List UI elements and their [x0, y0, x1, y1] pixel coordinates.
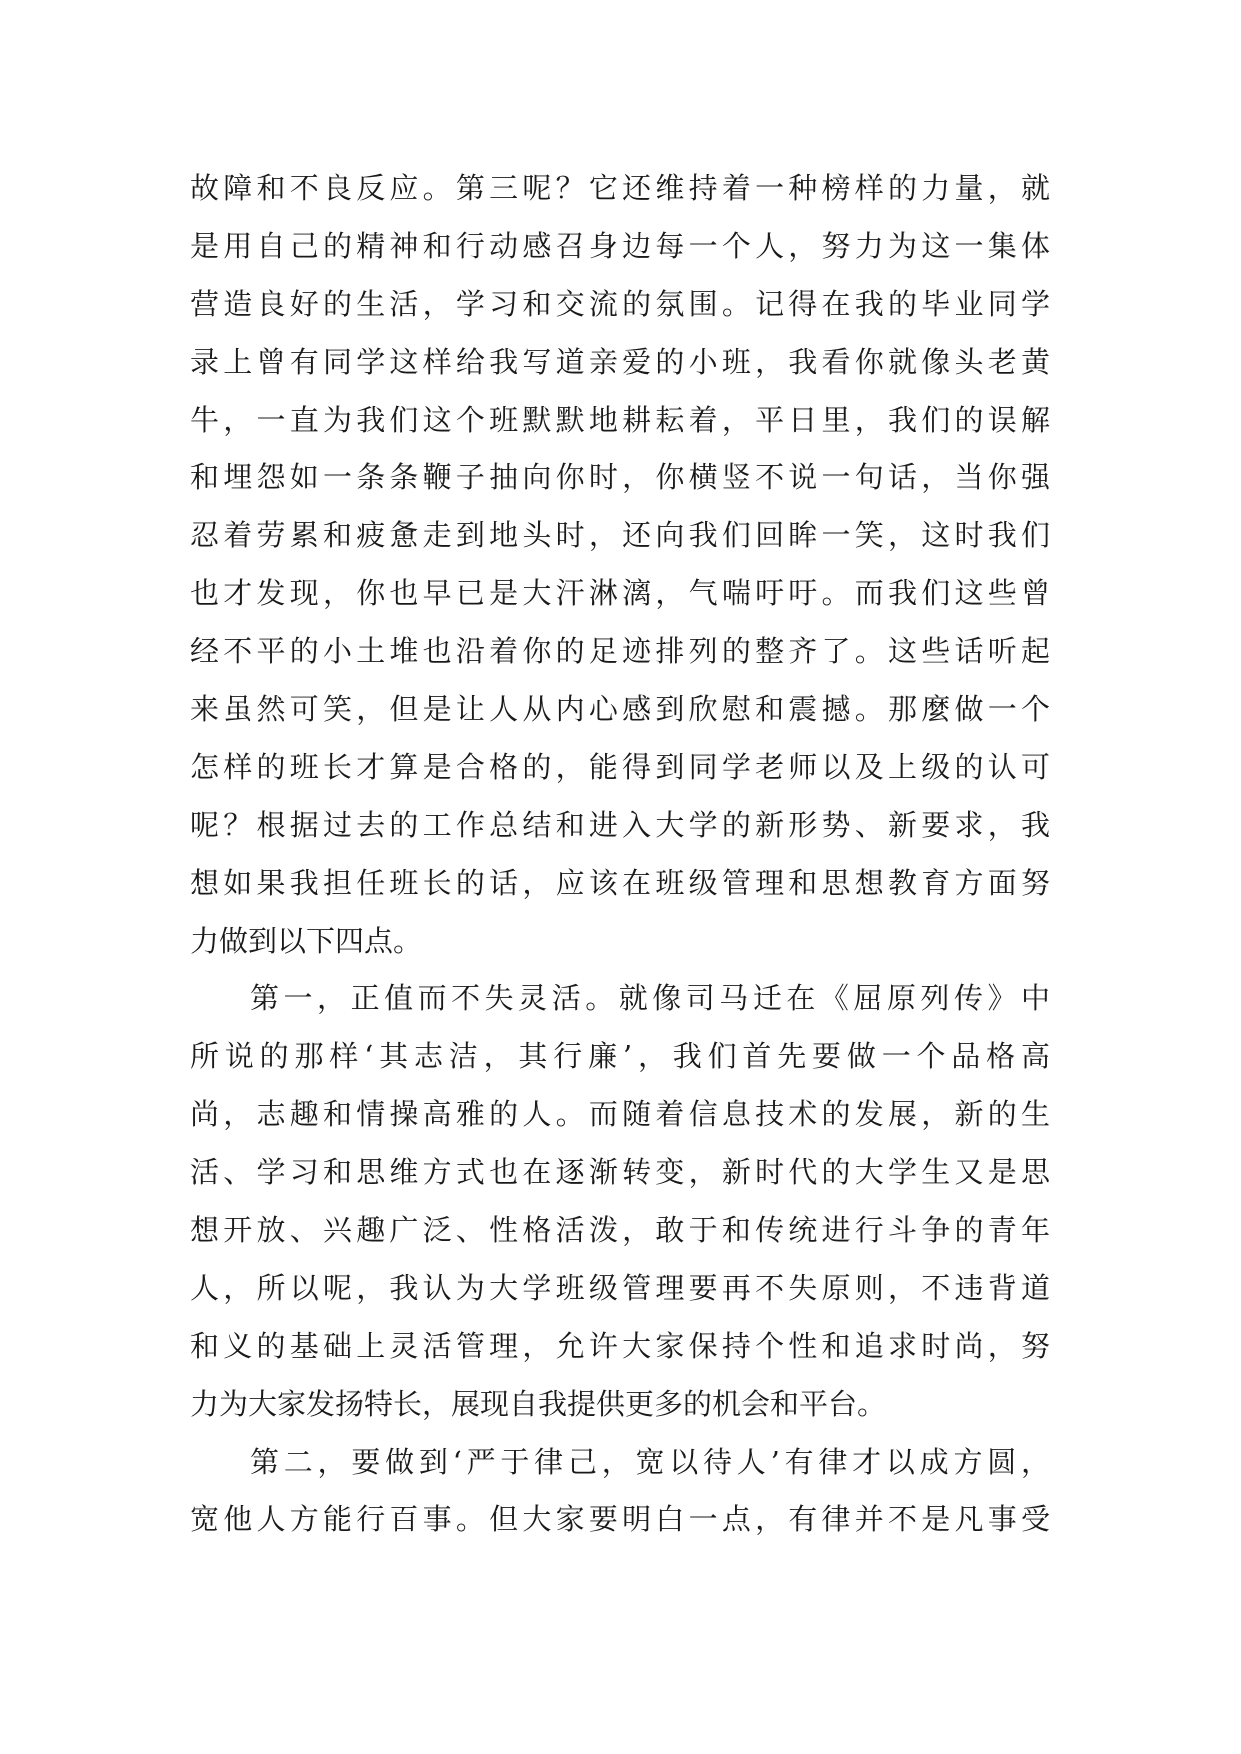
- text-line: 经不平的小土堆也沿着你的足迹排列的整齐了。这些话听起: [190, 634, 1050, 669]
- text-line: 宽他人方能行百事。但大家要明白一点，有律并不是凡事受: [190, 1502, 1050, 1537]
- body-text: [190, 160, 1050, 1549]
- paragraph-first-line: 第一，正值而不失灵活。就像司马迁在《屈原列传》中: [250, 981, 1050, 1016]
- text-line: 忍着劳累和疲惫走到地头时，还向我们回眸一笑，这时我们: [190, 518, 1050, 553]
- text-line: 和埋怨如一条条鞭子抽向你时，你横竖不说一句话，当你强: [190, 460, 1050, 495]
- text-line: 想如果我担任班长的话，应该在班级管理和思想教育方面努: [190, 865, 1050, 900]
- text-line: 尚，志趣和情操高雅的人。而随着信息技术的发展，新的生: [190, 1097, 1050, 1132]
- text-line: 录上曾有同学这样给我写道亲爱的小班，我看你就像头老黄: [190, 344, 1050, 379]
- text-line: 怎样的班长才算是合格的，能得到同学老师以及上级的认可: [190, 749, 1050, 784]
- text-line: 活、学习和思维方式也在逐渐转变，新时代的大学生又是思: [190, 1155, 1050, 1190]
- text-line: 和义的基础上灵活管理，允许大家保持个性和追求时尚，努: [190, 1328, 1050, 1363]
- text-line: 所说的那样‘其志洁，其行廉’，我们首先要做一个品格高: [190, 1039, 1050, 1074]
- text-line: 是用自己的精神和行动感召身边每一个人，努力为这一集体: [190, 228, 1050, 263]
- text-line: 也才发现，你也早已是大汗淋漓，气喘吁吁。而我们这些曾: [190, 576, 1050, 611]
- text-line: 力做到以下四点。: [190, 923, 423, 958]
- text-line: 人，所以呢，我认为大学班级管理要再不失原则，不违背道: [190, 1270, 1050, 1305]
- text-line: 力为大家发扬特长，展现自我提供更多的机会和平台。: [190, 1386, 887, 1421]
- text-line: 牛，一直为我们这个班默默地耕耘着，平日里，我们的误解: [190, 402, 1050, 437]
- text-line: 呢？根据过去的工作总结和进入大学的新形势、新要求，我: [190, 807, 1050, 842]
- text-line: 来虽然可笑，但是让人从内心感到欣慰和震撼。那麼做一个: [190, 692, 1050, 727]
- text-line: 故障和不良反应。第三呢？它还维持着一种榜样的力量，就: [190, 171, 1050, 205]
- text-line: 营造良好的生活，学习和交流的氛围。记得在我的毕业同学: [190, 286, 1050, 321]
- text-line: 想开放、兴趣广泛、性格活泼，敢于和传统进行斗争的青年: [190, 1213, 1050, 1248]
- paragraph-first-line: 第二，要做到‘严于律己，宽以待人’有律才以成方圆，: [250, 1444, 1050, 1479]
